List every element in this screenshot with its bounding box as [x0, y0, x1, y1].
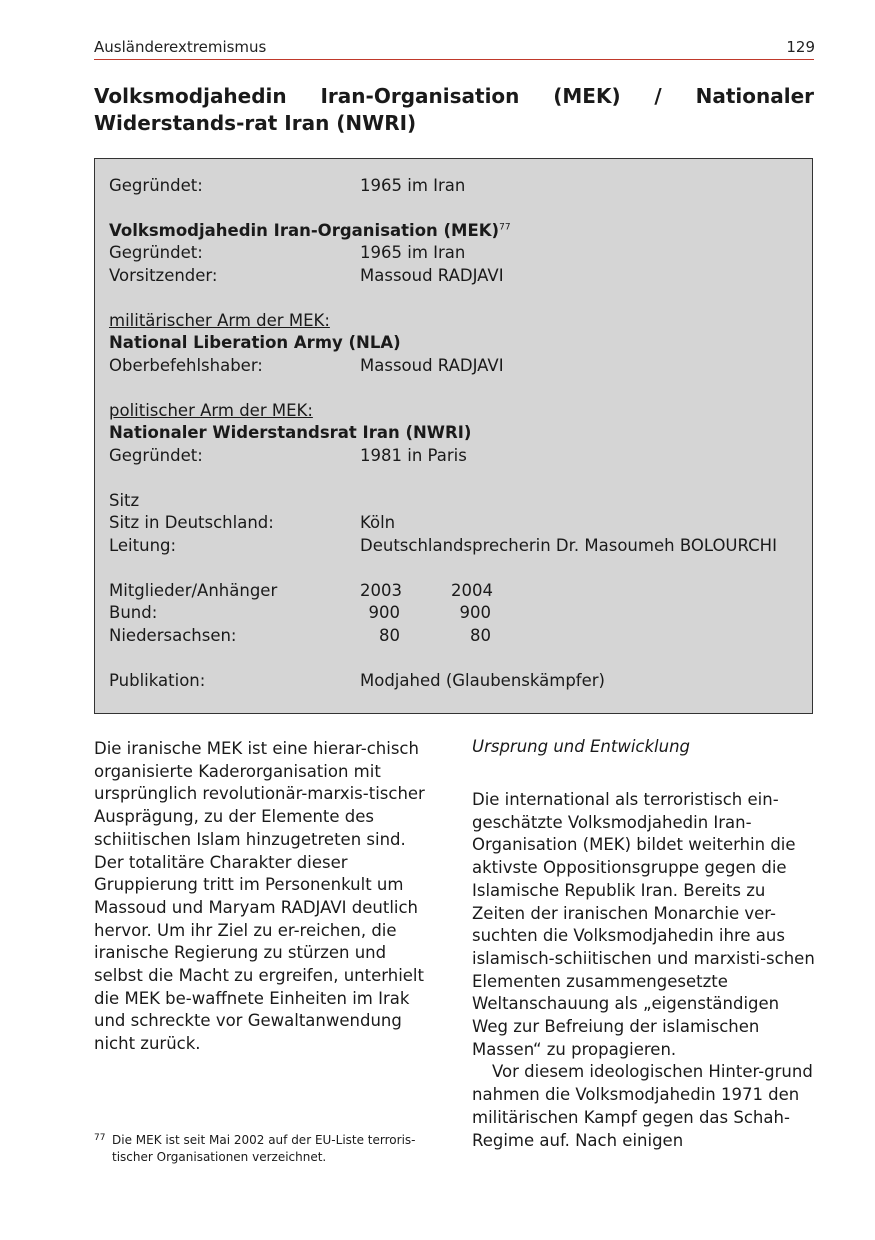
header-rule	[94, 59, 814, 60]
info-value: Modjahed (Glaubenskämpfer)	[360, 671, 605, 690]
info-value: Massoud RADJAVI	[360, 356, 504, 375]
federal-2003: 900	[368, 603, 400, 622]
info-value: 1965 im Iran	[360, 243, 466, 262]
mek-heading	[109, 220, 511, 242]
mek-heading-text: Volksmodjahedin Iran-Organisation (MEK)	[109, 221, 500, 240]
info-label: Vorsitzender:	[109, 266, 218, 285]
footnote	[94, 1132, 439, 1166]
federal-2004: 900	[459, 603, 491, 622]
military-arm-label: militärischer Arm der MEK:	[109, 311, 330, 330]
body-paragraph: Die international als terroristisch ein-geschätzte Volksmodjahedin Iran-Organisation (MEK) bildet weiterhin die aktivste Oppositionsgruppe gegen die Islamische Republik Iran. Bereits zu Zeiten der iranischen Monarchie ver-suchten die Volksmodjahedin ihre aus islamisch-schiitischen und marxisti-schen Elementen zusammengesetzte Weltanschauung als „eigenständigen Weg zur Befreiung der islamischen Massen“ zu propagieren.	[472, 790, 815, 1059]
page-number: 129	[786, 38, 815, 56]
members-label: Mitglieder/Anhänger	[109, 581, 278, 600]
year-2003: 2003	[360, 581, 402, 600]
info-value: Köln	[360, 513, 396, 532]
info-label: Publikation:	[109, 671, 206, 690]
footnote-text: Die MEK ist seit Mai 2002 auf der EU-Liste terroris-tischer Organisationen verzeichnet.	[112, 1133, 416, 1164]
footnote-ref: 77	[499, 222, 511, 233]
info-label: Gegründet:	[109, 243, 203, 262]
info-value: 1965 im Iran	[360, 176, 466, 195]
nwri-heading: Nationaler Widerstandsrat Iran (NWRI)	[109, 423, 472, 442]
lowersaxony-2004: 80	[470, 626, 491, 645]
info-label: Bund:	[109, 603, 158, 622]
seat-label: Sitz	[109, 491, 140, 510]
info-value: Massoud RADJAVI	[360, 266, 504, 285]
info-label: Gegründet:	[109, 176, 203, 195]
body-paragraph: Vor diesem ideologischen Hinter-grund nahmen die Volksmodjahedin 1971 den militärischen Kampf gegen das Schah-Regime auf. Nach einigen	[472, 1062, 813, 1150]
year-2004: 2004	[451, 581, 493, 600]
lowersaxony-2003: 80	[379, 626, 400, 645]
info-label: Leitung:	[109, 536, 177, 555]
info-value: Deutschlandsprecherin Dr. Masoumeh BOLOURCHI	[360, 536, 777, 555]
info-label: Oberbefehlshaber:	[109, 356, 263, 375]
info-label: Gegründet:	[109, 446, 203, 465]
info-label: Sitz in Deutschland:	[109, 513, 274, 532]
info-value: 1981 in Paris	[360, 446, 467, 465]
footnote-number: 77	[94, 1133, 106, 1143]
right-column	[472, 789, 817, 1152]
left-column	[94, 738, 439, 1056]
section-subheading: Ursprung und Entwicklung	[472, 737, 691, 756]
body-paragraph: Die iranische MEK ist eine hierar-chisch organisierte Kaderorganisation mit ursprünglich revolutionär-marxis-tischer Ausprägung, zu der Elemente des schiitischen Islam hinzugetreten sind. Der totalitäre Charakter dieser Gruppierung tritt im Personenkult um Massoud und Maryam RADJAVI deutlich hervor. Um ihr Ziel zu er-reichen, die iranische Regierung zu stürzen und selbst die Macht zu ergreifen, unterhielt die MEK be-waffnete Einheiten im Irak und schreckte vor Gewaltanwendung nicht zurück.	[94, 739, 425, 1054]
info-label: Niedersachsen:	[109, 626, 237, 645]
political-arm-label: politischer Arm der MEK:	[109, 401, 313, 420]
infobox	[94, 158, 813, 714]
running-header-section: Ausländerextremismus	[94, 38, 267, 56]
page-title: Volksmodjahedin Iran-Organisation (MEK) / Nationaler Widerstands-rat Iran (NWRI)	[94, 84, 814, 135]
nla-heading: National Liberation Army (NLA)	[109, 333, 401, 352]
